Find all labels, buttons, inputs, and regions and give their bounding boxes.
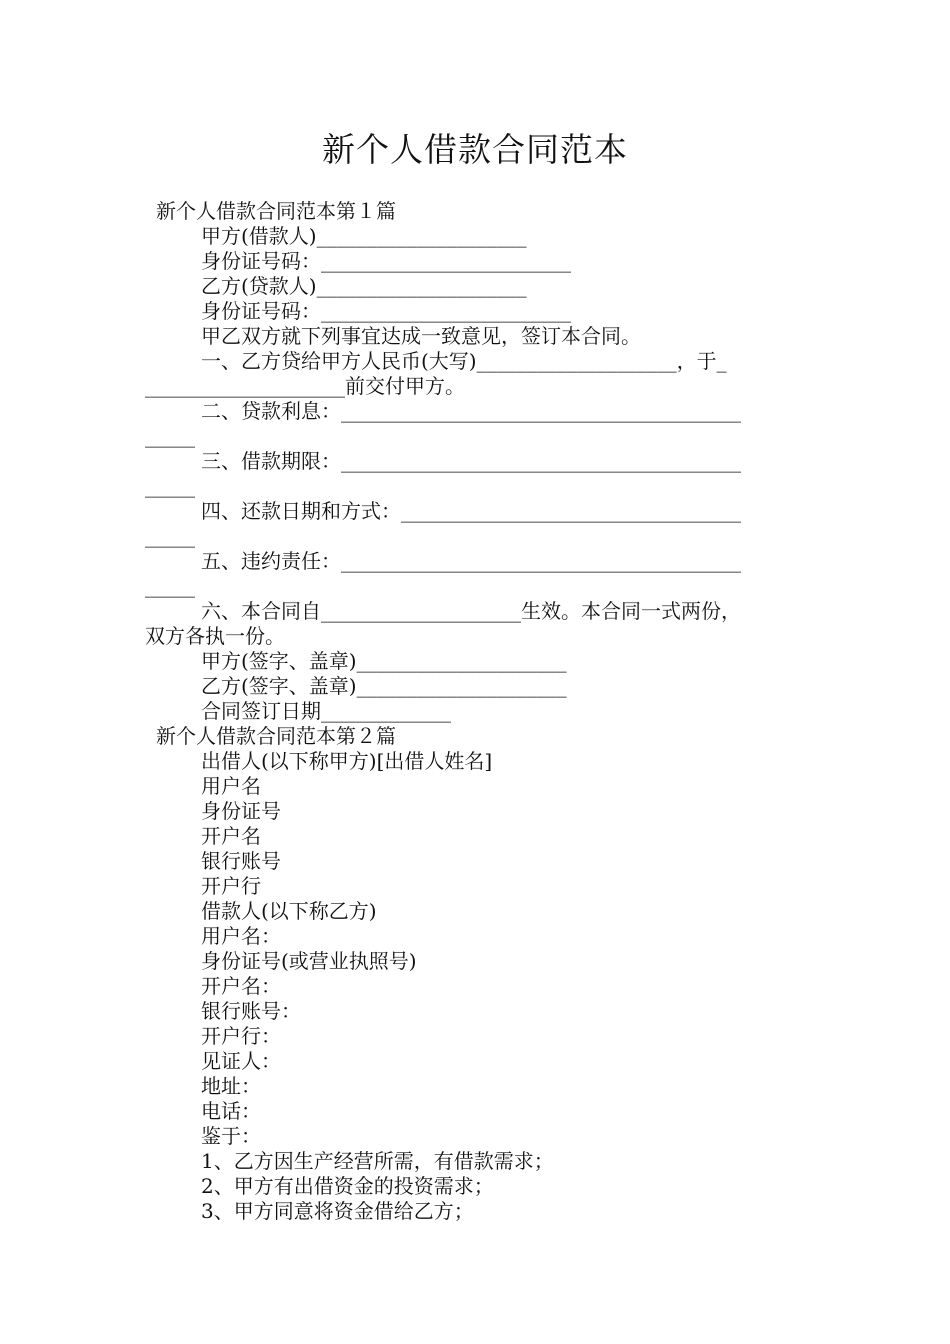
clause-6: 六、本合同自____________________生效。本合同一式两份， bbox=[201, 599, 741, 623]
lender-line: 乙方(贷款人)_____________________ bbox=[201, 274, 527, 298]
borrower-intro: 借款人(以下称乙方) bbox=[201, 899, 377, 923]
agreement-intro: 甲乙双方就下列事宜达成一致意见，签订本合同。 bbox=[201, 324, 641, 348]
borrower-bank: 开户行： bbox=[201, 1024, 281, 1048]
address: 地址： bbox=[201, 1074, 261, 1098]
lender-bank-account: 银行账号 bbox=[201, 849, 281, 873]
clause-2: 二、贷款利息：________________________________________ bbox=[201, 399, 741, 423]
lender-id-line: 身份证号码：_________________________ bbox=[201, 299, 571, 323]
signature-party-b: 乙方(签字、盖章)_____________________ bbox=[201, 674, 567, 698]
borrower-id-number: 身份证号(或营业执照号) bbox=[201, 949, 417, 973]
clause-1: 一、乙方贷给甲方人民币(大写)____________________，于_ bbox=[201, 349, 727, 373]
borrower-username: 用户名： bbox=[201, 924, 281, 948]
signing-date: 合同签订日期_____________ bbox=[201, 699, 451, 723]
lender-bank: 开户行 bbox=[201, 874, 261, 898]
lender-account-name: 开户名 bbox=[201, 824, 261, 848]
clause-4-cont: _____ bbox=[145, 524, 195, 548]
clause-3-cont: _____ bbox=[145, 474, 195, 498]
whereas-item-1: 1、乙方因生产经营所需，有借款需求； bbox=[201, 1149, 554, 1173]
whereas-item-3: 3、甲方同意将资金借给乙方； bbox=[201, 1199, 474, 1223]
section-heading-2: 新个人借款合同范本第２篇 bbox=[156, 724, 396, 748]
borrower-line: 甲方(借款人)_____________________ bbox=[201, 224, 527, 248]
witness: 见证人： bbox=[201, 1049, 281, 1073]
clause-4: 四、还款日期和方式：__________________________________ bbox=[201, 499, 741, 523]
phone: 电话： bbox=[201, 1099, 261, 1123]
clause-2-cont: _____ bbox=[145, 424, 195, 448]
clause-5: 五、违约责任：________________________________________ bbox=[201, 549, 741, 573]
clause-1-cont: ____________________前交付甲方。 bbox=[145, 374, 465, 398]
whereas: 鉴于： bbox=[201, 1124, 261, 1148]
signature-party-a: 甲方(签字、盖章)_____________________ bbox=[201, 649, 567, 673]
borrower-bank-account: 银行账号： bbox=[201, 999, 301, 1023]
clause-5-cont: _____ bbox=[145, 574, 195, 598]
borrower-account-name: 开户名： bbox=[201, 974, 281, 998]
document-title: 新个人借款合同范本 bbox=[322, 130, 628, 169]
clause-3: 三、借款期限：________________________________________ bbox=[201, 449, 741, 473]
section-heading-1: 新个人借款合同范本第１篇 bbox=[156, 199, 396, 223]
lender-intro: 出借人(以下称甲方)[出借人姓名] bbox=[201, 749, 493, 773]
whereas-item-2: 2、甲方有出借资金的投资需求； bbox=[201, 1174, 494, 1198]
borrower-id-line: 身份证号码：_________________________ bbox=[201, 249, 571, 273]
clause-6-cont: 双方各执一份。 bbox=[145, 624, 285, 648]
lender-id-number: 身份证号 bbox=[201, 799, 281, 823]
lender-username: 用户名 bbox=[201, 774, 261, 798]
